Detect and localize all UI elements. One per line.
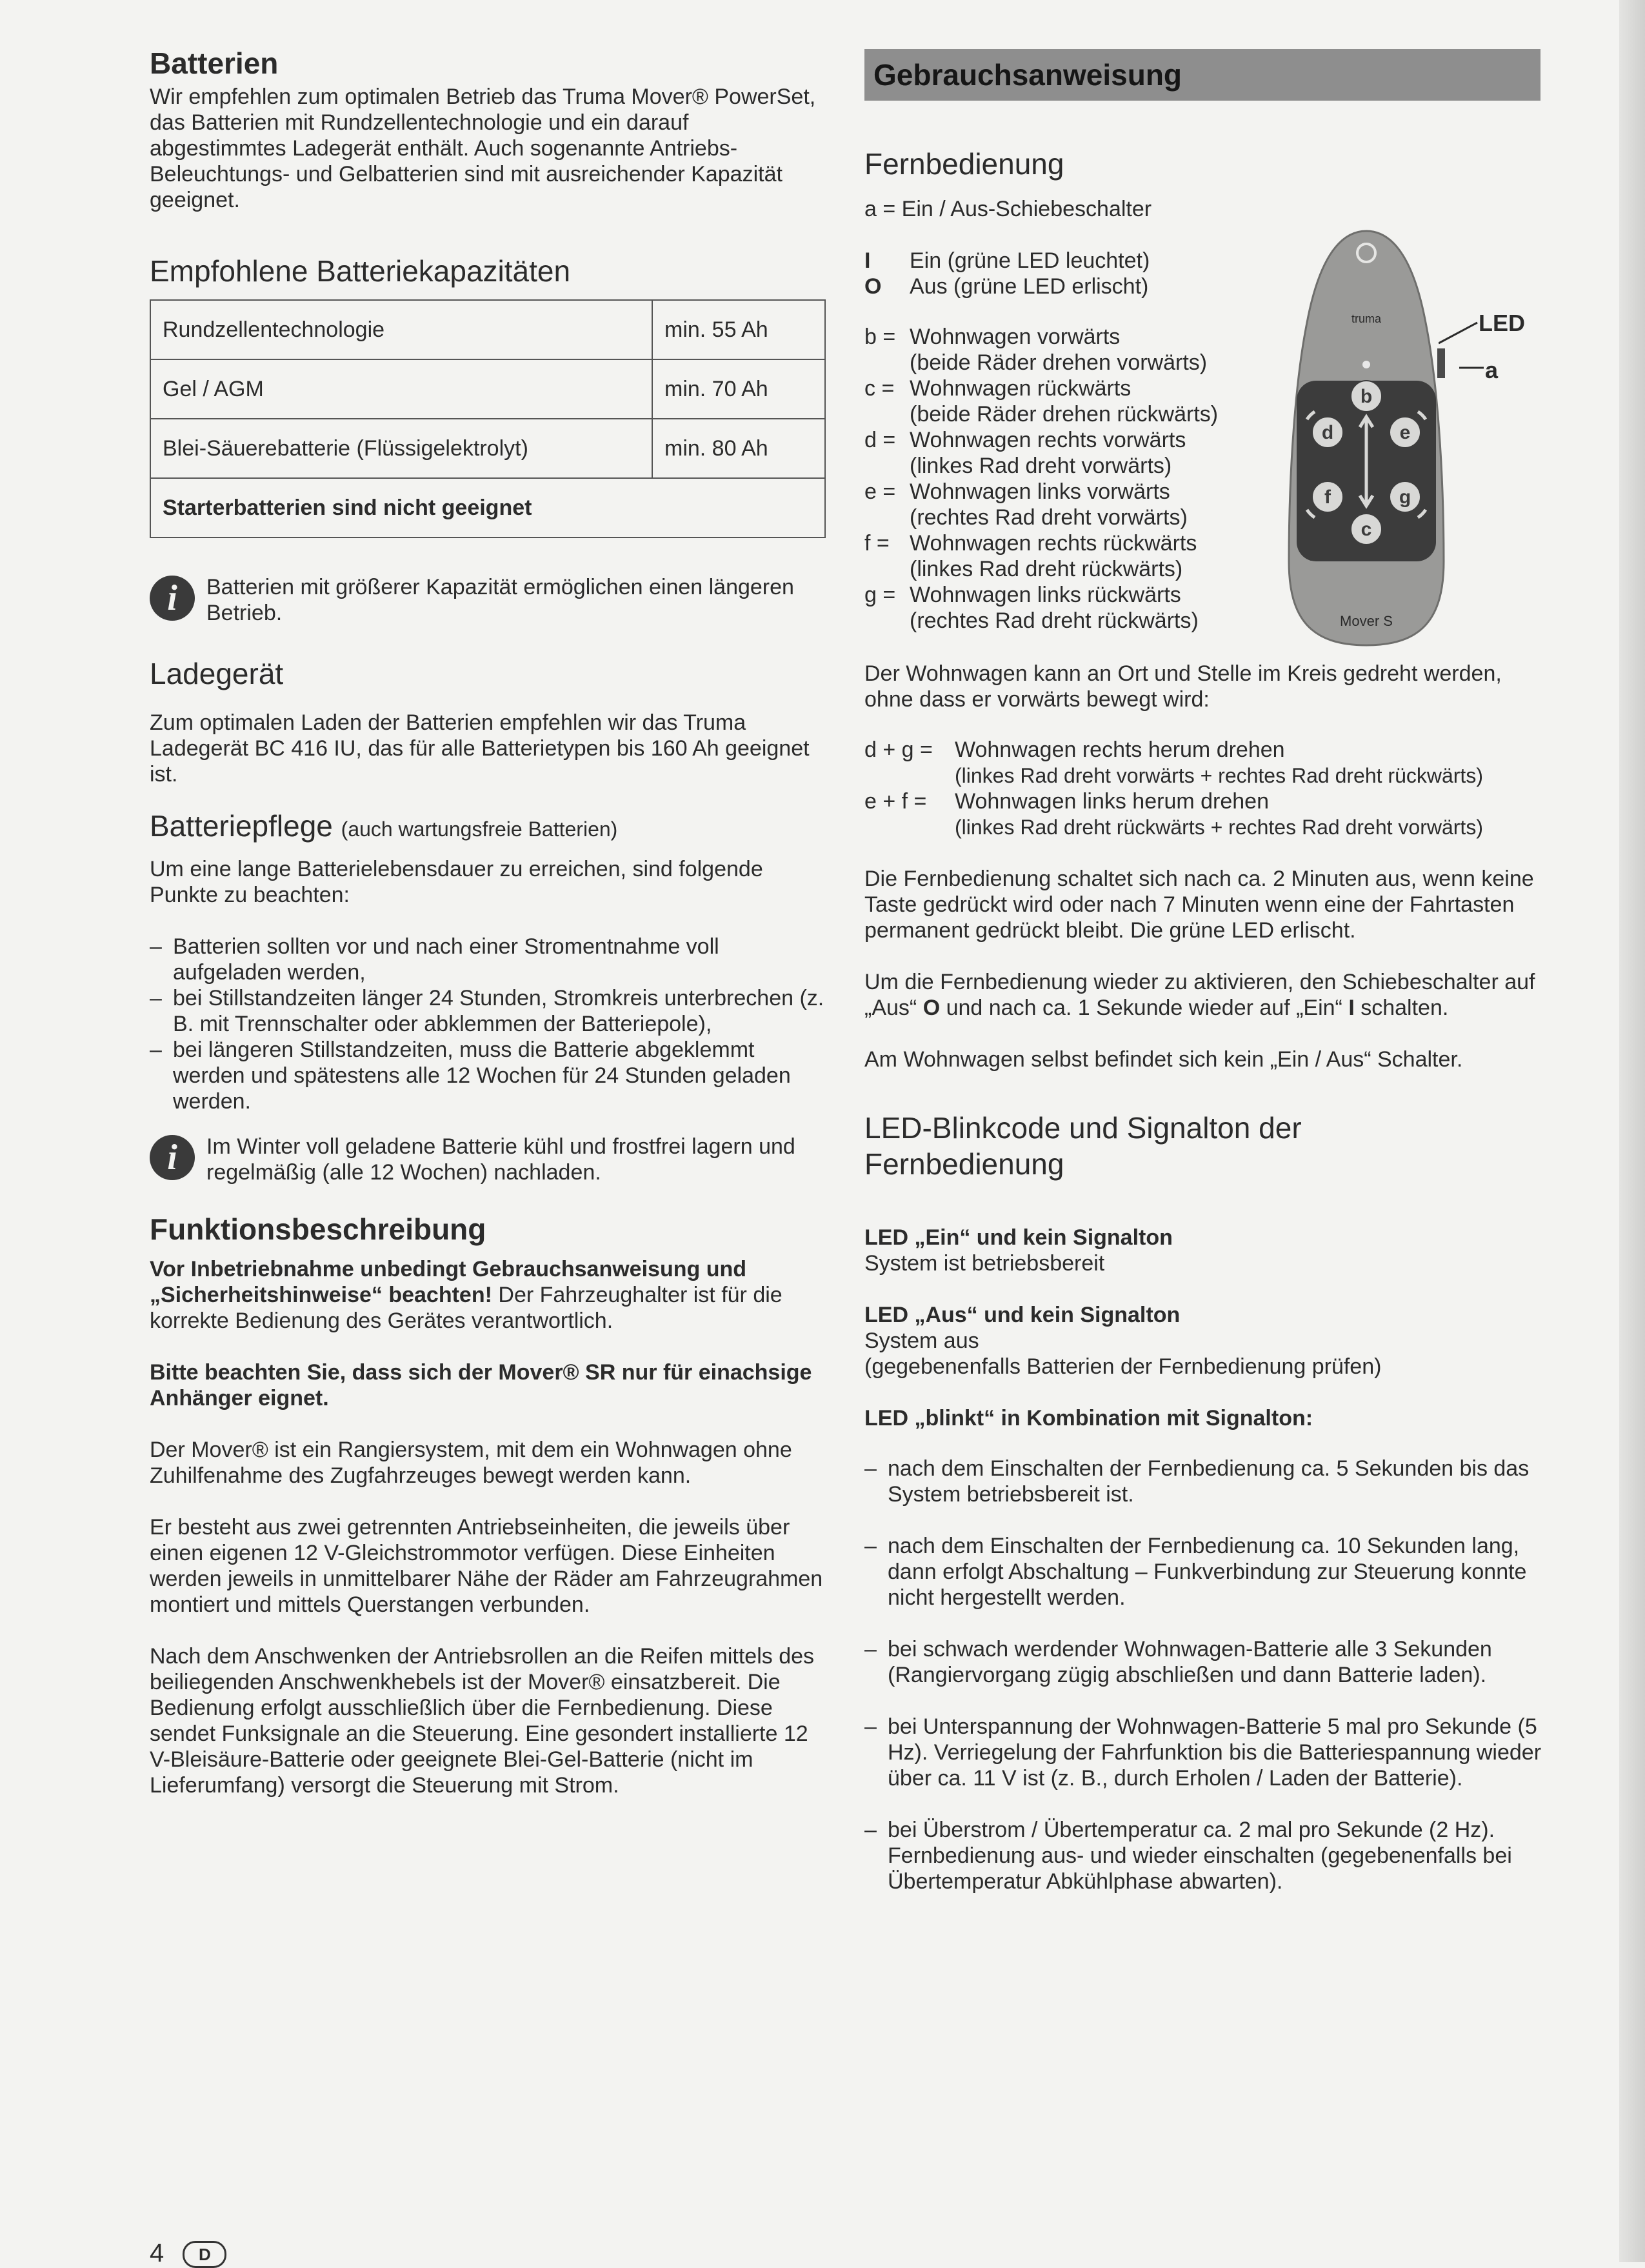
switch-callout-label: a: [1485, 357, 1499, 383]
button-c-label: c: [1361, 519, 1372, 540]
off-symbol-inline: O: [922, 996, 941, 1020]
led-s3-head: LED „blinkt“ in Kombination mit Signalton:: [864, 1406, 1313, 1430]
table-row: [150, 359, 825, 419]
def-sub: (rechtes Rad dreht rückwärts): [910, 608, 1199, 633]
led-title: LED-Blinkcode und Signalton der Fernbedienung: [864, 1111, 1302, 1181]
info-icon: i: [150, 1135, 195, 1180]
page-number: 4: [150, 2239, 164, 2267]
language-badge: D: [183, 2241, 226, 2268]
button-e-label: e: [1399, 422, 1411, 443]
auto-off-text: Die Fernbedienung schaltet sich nach ca. 2 Minuten aus, wenn keine Taste gedrückt wird oder nach 7 Minuten wenn eine der Fahrtasten permanent gedrückt bleibt. Die grüne LED erlischt.: [864, 867, 1534, 943]
combo-main: Wohnwagen links herum drehen: [955, 789, 1269, 814]
def-sub: (linkes Rad dreht rückwärts): [910, 557, 1183, 581]
info-capacity-text: Batterien mit größerer Kapazität ermöglichen einen längeren Betrieb.: [206, 575, 794, 625]
def-main: Wohnwagen rückwärts: [910, 376, 1132, 401]
button-g-label: g: [1399, 487, 1411, 508]
on-symbol: I: [864, 248, 871, 273]
def-main: Wohnwagen links vorwärts: [910, 479, 1170, 504]
led-indicator: [1362, 361, 1370, 368]
funktion-p2: Bitte beachten Sie, dass sich der Mover® SR nur für einachsige Anhänger eignet.: [150, 1360, 812, 1410]
capacity-table: [150, 299, 826, 538]
info-winter-text: Im Winter voll geladene Batterie kühl und frostfrei lagern und regelmäßig (alle 12 Wochen) nachladen.: [206, 1134, 795, 1185]
def-key: e =: [864, 479, 896, 504]
def-sub: (beide Räder drehen rückwärts): [910, 402, 1219, 427]
left-column: [150, 45, 827, 1798]
reactivate-1: Um die Fernbedienung wieder zu aktivieren, den Schiebeschalter auf „Aus“: [864, 970, 1535, 1020]
battery-capacity: min. 80 Ah: [652, 419, 825, 478]
reactivate-2: und nach ca. 1 Sekunde wieder auf „Ein“: [946, 996, 1342, 1020]
batterien-text: Wir empfehlen zum optimalen Betrieb das Truma Mover® PowerSet, das Batterien mit Rundzellentechnologie und ein darauf abgestimmtes Ladegerät enthält. Auch sogenannte Antriebs- Beleuchtungs- und Gelbatterien sind mit ausreichender Kapazität geeignet.: [150, 85, 816, 212]
funktion-p1-rest: Der Fahrzeughalter ist für die korrekte Bedienung des Gerätes verantwortlich.: [150, 1283, 783, 1333]
list-item: – bei schwach werdender Wohnwagen-Batterie alle 3 Sekunden (Rangiervorgang zügig abschließen und dann Batterie laden).: [864, 1636, 1543, 1688]
battery-type: Gel / AGM: [150, 359, 652, 419]
def-key: d =: [864, 428, 896, 452]
pflege-intro: Um eine lange Batterielebensdauer zu erreichen, sind folgende Punkte zu beachten:: [150, 857, 763, 907]
table-row: [150, 478, 825, 537]
definition-c: [864, 376, 1277, 427]
def-key: b =: [864, 325, 896, 349]
button-f-label: f: [1324, 487, 1331, 508]
info-winter: [150, 1134, 827, 1185]
def-sub: (linkes Rad dreht vorwärts): [910, 454, 1172, 478]
button-d-label: d: [1321, 422, 1334, 443]
remote-model: Mover S: [1340, 613, 1393, 629]
def-main: Wohnwagen rechts vorwärts: [910, 428, 1186, 452]
funktion-p4: Er besteht aus zwei getrennten Antriebseinheiten, die jeweils über einen eigenen 12 V-Gleichstrommotor verfügen. Diese Einheiten werden jeweils in unmittelbarer Nähe der Räder am Fahrzeugrahmen montiert und mittels Querstangen verbunden.: [150, 1515, 823, 1617]
button-definitions: [864, 324, 1277, 634]
page-edge: [1619, 0, 1645, 2262]
def-main: Wohnwagen links rückwärts: [910, 583, 1181, 607]
starter-warning: Starterbatterien sind nicht geeignet: [150, 478, 825, 537]
battery-capacity: min. 70 Ah: [652, 359, 825, 419]
def-key: c =: [864, 376, 895, 401]
no-switch-text: Am Wohnwagen selbst befindet sich kein „Ein / Aus“ Schalter.: [864, 1047, 1463, 1072]
kapazitaeten-title: Empfohlene Batteriekapazitäten: [150, 254, 571, 288]
def-main: Wohnwagen vorwärts: [910, 325, 1121, 349]
led-s2-text1: System aus: [864, 1329, 979, 1353]
remote-illustration: [1282, 226, 1450, 652]
pflege-title-note: (auch wartungsfreie Batterien): [341, 818, 618, 841]
section-banner: Gebrauchsanweisung: [864, 49, 1540, 101]
combo-sub: (linkes Rad dreht vorwärts + rechtes Rad dreht rückwärts): [955, 764, 1483, 787]
list-item: – bei Stillstandzeiten länger 24 Stunden, Stromkreis unterbrechen (z. B. mit Trennschalter oder abklemmen der Batteriepole),: [150, 985, 827, 1037]
on-symbol-inline: I: [1348, 996, 1355, 1020]
batterien-title: Batterien: [150, 46, 279, 80]
combo-definitions: [864, 737, 1543, 840]
off-symbol: O: [864, 274, 882, 299]
funktion-p3: Der Mover® ist ein Rangiersystem, mit dem ein Wohnwagen ohne Zuhilfenahme des Zugfahrzeuges bewegt werden kann.: [150, 1438, 792, 1488]
table-row: [150, 419, 825, 478]
funktion-p1-bold: Vor Inbetriebnahme unbedingt Gebrauchsanweisung und „Sicherheitshinweise“ beachten!: [150, 1257, 747, 1307]
list-item: – bei Unterspannung der Wohnwagen-Batterie 5 mal pro Sekunde (5 Hz). Verriegelung der Fahrfunktion bis die Batteriespannung wieder über ca. 11 V ist (z. B., durch Erholen / Laden der Batterie).: [864, 1714, 1543, 1791]
funktion-p5: Nach dem Anschwenken der Antriebsrollen an die Reifen mittels des beiliegenden Anschwenkhebels ist der Mover® einsatzbereit. Die Bedienung erfolgt ausschließlich über die Fernbedienung. Diese sendet Funksignale an die Steuerung. Eine gesondert installierte 12 V-Bleisäure-Batterie oder geeignete Blei-Gel-Batterie (nicht im Lieferumfang) versorgt die Steuerung mit Strom.: [150, 1644, 815, 1798]
combo-ef: [864, 788, 1543, 840]
off-text: Aus (grüne LED erlischt): [910, 274, 1149, 299]
led-list: [864, 1456, 1543, 1894]
ladegeraet-title: Ladegerät: [150, 657, 284, 690]
button-b-label: b: [1360, 386, 1373, 407]
definition-g: [864, 582, 1277, 634]
funktion-title: Funktionsbeschreibung: [150, 1212, 486, 1246]
definition-b: [864, 324, 1277, 376]
info-capacity: [150, 574, 827, 626]
pflege-title: [150, 808, 827, 847]
remote-svg: [1282, 226, 1450, 652]
circle-intro: Der Wohnwagen kann an Ort und Stelle im Kreis gedreht werden, ohne dass er vorwärts bewegt wird:: [864, 661, 1502, 712]
pflege-title-main: Batteriepflege: [150, 809, 333, 843]
def-key: f =: [864, 531, 890, 556]
def-sub: (beide Räder drehen vorwärts): [910, 350, 1208, 375]
page-footer: [150, 2239, 226, 2268]
on-text: Ein (grüne LED leuchtet): [910, 248, 1150, 273]
definition-d: [864, 427, 1277, 479]
list-item: – bei längeren Stillstandzeiten, muss die Batterie abgeklemmt werden und spätestens alle 12 Wochen für 24 Stunden geladen werden.: [150, 1037, 827, 1114]
definition-f: [864, 530, 1277, 582]
a-line: a = Ein / Aus-Schiebeschalter: [864, 197, 1152, 221]
combo-sub: (linkes Rad dreht rückwärts + rechtes Rad dreht vorwärts): [955, 816, 1483, 839]
combo-main: Wohnwagen rechts herum drehen: [955, 738, 1285, 762]
battery-capacity: min. 55 Ah: [652, 300, 825, 359]
info-icon: i: [150, 576, 195, 621]
ladegeraet-text: Zum optimalen Laden der Batterien empfehlen wir das Truma Ladegerät BC 416 IU, das für alle Batterietypen bis 160 Ah geeignet ist.: [150, 710, 810, 787]
list-item: – bei Überstrom / Übertemperatur ca. 2 mal pro Sekunde (2 Hz). Fernbedienung aus- und wieder einschalten (gegebenenfalls bei Übertemperatur Abkühlphase abwarten).: [864, 1817, 1543, 1894]
definition-e: [864, 479, 1277, 530]
combo-key: e + f =: [864, 789, 927, 814]
table-row: [150, 300, 825, 359]
def-main: Wohnwagen rechts rückwärts: [910, 531, 1197, 556]
pflege-list: [150, 934, 827, 1114]
led-callout-label: LED: [1479, 310, 1525, 336]
list-item: – Batterien sollten vor und nach einer Stromentnahme voll aufgeladen werden,: [150, 934, 827, 985]
led-s2-text2: (gegebenenfalls Batterien der Fernbedienung prüfen): [864, 1354, 1382, 1379]
remote-brand: truma: [1351, 312, 1382, 325]
list-item: – nach dem Einschalten der Fernbedienung ca. 5 Sekunden bis das System betriebsbereit ist.: [864, 1456, 1543, 1507]
combo-key: d + g =: [864, 738, 933, 762]
def-sub: (rechtes Rad dreht vorwärts): [910, 505, 1188, 530]
reactivate-text: [864, 969, 1543, 1021]
combo-dg: [864, 737, 1543, 788]
battery-type: Blei-Säuerebatterie (Flüssigelektrolyt): [150, 419, 652, 478]
led-s2-head: LED „Aus“ und kein Signalton: [864, 1303, 1181, 1327]
led-s1-head: LED „Ein“ und kein Signalton: [864, 1225, 1173, 1250]
funktion-p1: [150, 1256, 827, 1334]
list-item: – nach dem Einschalten der Fernbedienung ca. 10 Sekunden lang, dann erfolgt Abschaltung – Funkverbindung zur Steuerung konnte nicht hergestellt werden.: [864, 1533, 1543, 1611]
reactivate-3: schalten.: [1361, 996, 1449, 1020]
battery-type: Rundzellentechnologie: [150, 300, 652, 359]
led-s1-text: System ist betriebsbereit: [864, 1251, 1105, 1276]
fernbedienung-title: Fernbedienung: [864, 147, 1064, 181]
def-key: g =: [864, 583, 896, 607]
